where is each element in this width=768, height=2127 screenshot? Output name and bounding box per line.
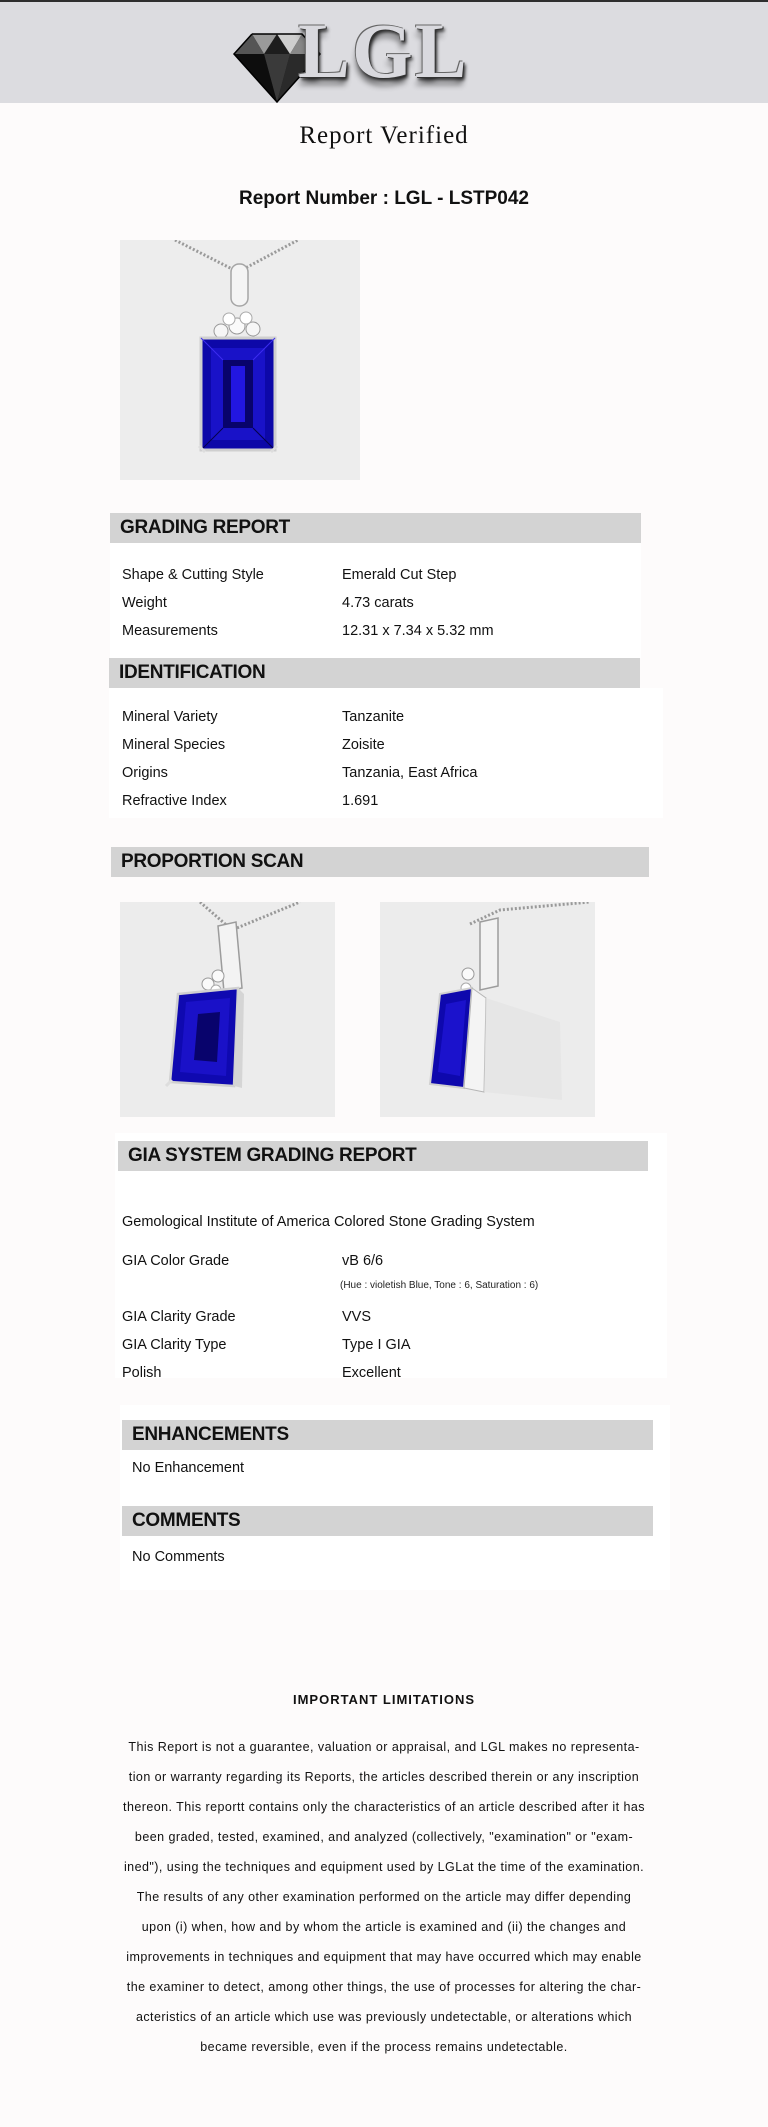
gia-row-value: VVS — [342, 1309, 372, 1325]
limitations-line: The results of any other examination performed on the article may differ depending — [136, 1890, 632, 1904]
gia-heading: GIA SYSTEM GRADING REPORT — [118, 1141, 648, 1171]
page-header — [0, 2, 768, 103]
gia-row-value: Type I GIA — [342, 1337, 411, 1353]
grading-row-value: Emerald Cut Step — [342, 567, 457, 583]
identification-row-label: Mineral Species — [122, 737, 226, 753]
comments-text: No Comments — [132, 1549, 225, 1565]
gia-row-label: GIA Clarity Type — [122, 1337, 227, 1353]
limitations-line: acteristics of an article which use was previously undetectable, or alterations which — [135, 2010, 633, 2024]
identification-row-value: Zoisite — [342, 737, 385, 753]
grading-row-value: 12.31 x 7.34 x 5.32 mm — [342, 623, 494, 639]
limitations-title: IMPORTANT LIMITATIONS — [292, 1692, 476, 1707]
lgl-logo — [232, 7, 492, 96]
limitations-line: thereon. This reportt contains only the characteristics of an article described after it has — [123, 1800, 645, 1814]
scan-photo-left — [120, 902, 335, 1117]
limitations-line: upon (i) when, how and by whom the article is examined and (ii) the changes and — [141, 1920, 627, 1934]
gia-row-label: GIA Clarity Grade — [122, 1309, 236, 1325]
grading-row-value: 4.73 carats — [342, 595, 414, 611]
identification-row-label: Origins — [122, 765, 168, 781]
report-number: Report Number : LGL - LSTP042 — [239, 188, 529, 209]
grading-report-heading: GRADING REPORT — [110, 513, 641, 543]
main-gem-photo — [120, 240, 360, 480]
identification-row-label: Mineral Variety — [122, 709, 218, 725]
identification-row-label: Refractive Index — [122, 793, 227, 809]
identification-row-value: 1.691 — [342, 793, 379, 809]
identification-heading: IDENTIFICATION — [109, 658, 640, 688]
enhancements-heading: ENHANCEMENTS — [122, 1420, 653, 1450]
gia-subtitle: Gemological Institute of America Colored Stone Grading System — [122, 1214, 535, 1230]
limitations-line: improvements in techniques and equipment that may have occurred which may enable — [126, 1950, 642, 1964]
limitations-line: This Report is not a guarantee, valuation or appraisal, and LGL makes no representa- — [128, 1740, 640, 1754]
gia-row-label: Polish — [122, 1365, 162, 1381]
limitations-line: became reversible, even if the process remains undetectable. — [200, 2040, 568, 2054]
page-title: Report Verified — [299, 122, 469, 149]
grading-row-label: Weight — [122, 595, 167, 611]
identification-row-value: Tanzania, East Africa — [342, 765, 478, 781]
enhancements-text: No Enhancement — [132, 1460, 245, 1476]
limitations-line: ined"), using the techniques and equipment used by LGLat the time of the examination. — [123, 1860, 645, 1874]
limitations-body — [120, 1732, 648, 2062]
identification-row-value: Tanzanite — [342, 709, 405, 725]
gia-row-label: GIA Color Grade — [122, 1253, 230, 1269]
gia-color-note: (Hue : violetish Blue, Tone : 6, Saturation : 6) — [340, 1280, 539, 1291]
proportion-scan-heading: PROPORTION SCAN — [111, 847, 649, 877]
comments-heading: COMMENTS — [122, 1506, 653, 1536]
scan-photo-right — [380, 902, 595, 1117]
grading-row-label: Measurements — [122, 623, 218, 639]
limitations-line: been graded, tested, examined, and analyzed (collectively, "examination" or "exam- — [134, 1830, 634, 1844]
limitations-line: the examiner to detect, among other things, the use of processes for altering the char- — [126, 1980, 642, 1994]
gia-row-value: Excellent — [342, 1365, 401, 1381]
limitations-line: tion or warranty regarding its Reports, the articles described therein or any inscription — [128, 1770, 640, 1784]
grading-row-label: Shape & Cutting Style — [122, 567, 264, 583]
gia-row-value: vB 6/6 — [342, 1253, 384, 1269]
logo-text: LGL — [298, 7, 469, 94]
